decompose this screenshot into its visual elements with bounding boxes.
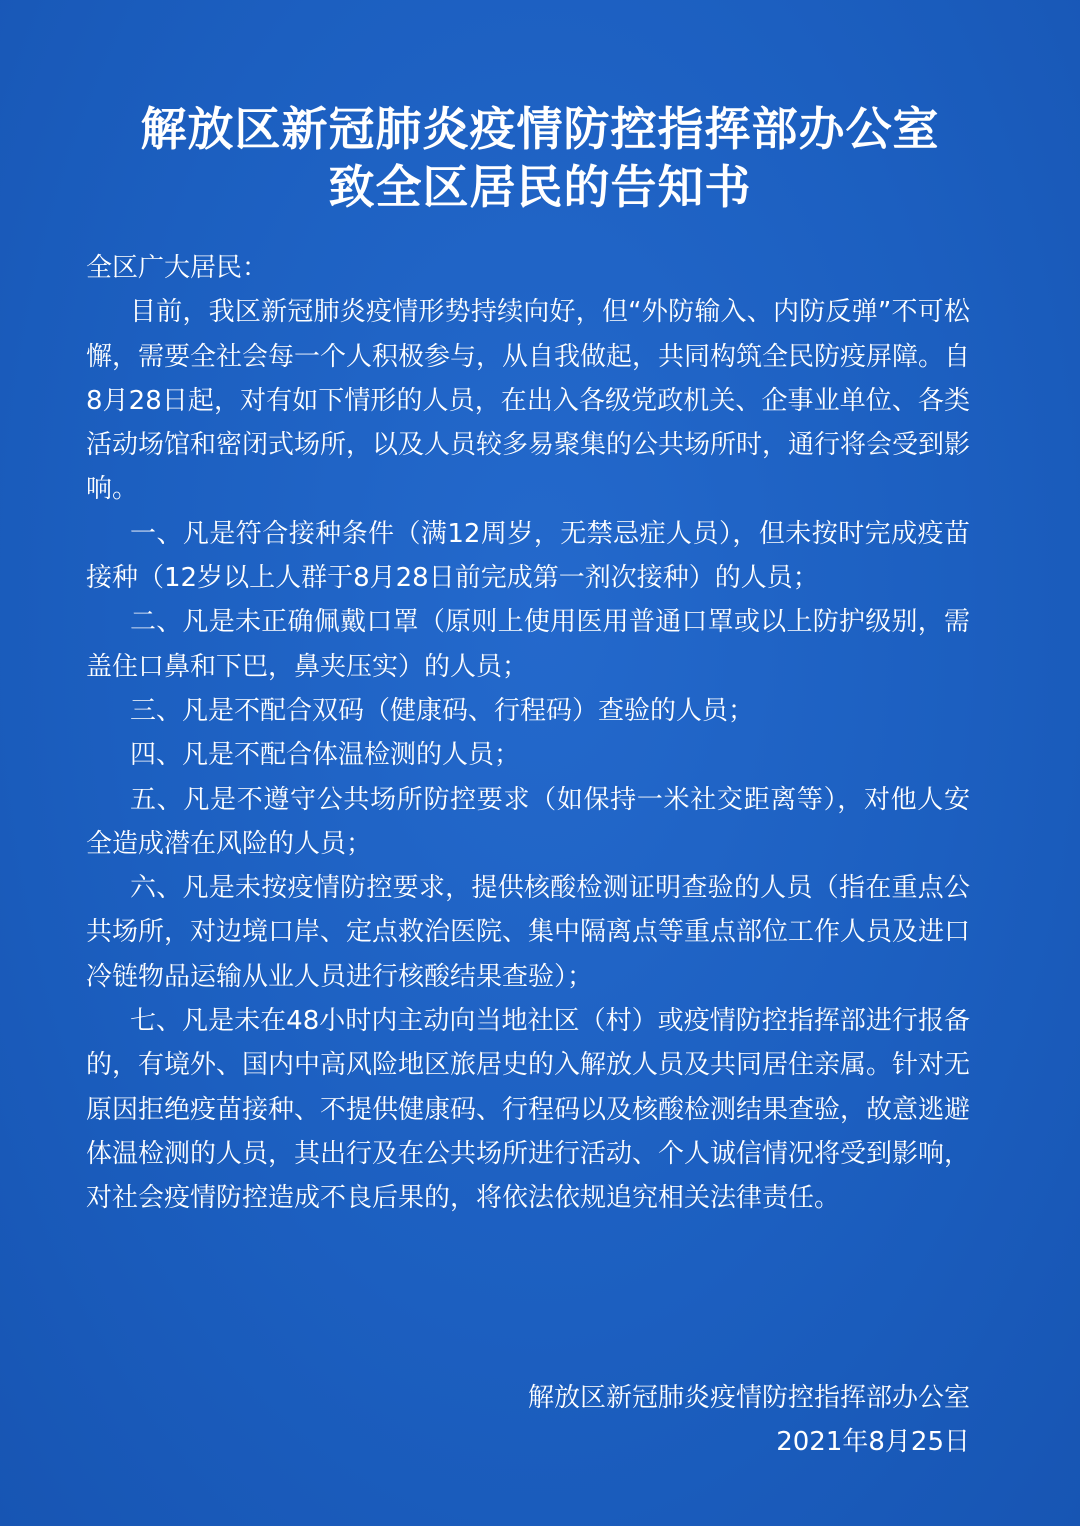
signature-org: 解放区新冠肺炎疫情防控指挥部办公室 — [527, 1383, 970, 1413]
paragraph-item-2: 二、凡是未正确佩戴口罩（原则上使用医用普通口罩或以上防护级别，需盖住口鼻和下巴，鼻夹压实）的人员； — [86, 607, 970, 682]
paragraph-item-1: 一、凡是符合接种条件（满12周岁，无禁忌症人员），但未按时完成疫苗接种（12岁以上人群于8月28日前完成第一剂次接种）的人员； — [86, 518, 970, 594]
signature-block — [528, 1376, 970, 1464]
paragraph-item-6: 六、凡是未按疫情防控要求，提供核酸检测证明查验的人员（指在重点公共场所，对边境口岸、定点救治医院、集中隔离点等重点部位工作人员及进口冷链物品运输从业人员进行核酸结果查验）； — [86, 873, 971, 992]
paragraph-item-5: 五、凡是不遵守公共场所防控要求（如保持一米社交距离等），对他人安全造成潜在风险的人员； — [86, 784, 970, 859]
paragraph-intro: 目前，我区新冠肺炎疫情形势持续向好，但“外防输入、内防反弹”不可松懈，需要全社会每一个人积极参与，从自我做起，共同构筑全民防疫屏障。自8月28日起，对有如下情形的人员，在出入各级党政机关、企事业单位、各类活动场馆和密闭式场所，以及人员较多易聚集的公共场所时，通行将会受到影响。 — [86, 297, 971, 505]
notice-title — [0, 100, 1080, 216]
title-line-1: 解放区新冠肺炎疫情防控指挥部办公室 — [140, 102, 940, 156]
salutation: 全区广大居民： — [86, 253, 269, 283]
notice-body — [86, 246, 970, 1221]
paragraph-item-3: 三、凡是不配合双码（健康码、行程码）查验的人员； — [130, 695, 755, 726]
paragraph-item-7: 七、凡是未在48小时内主动向当地社区（村）或疫情防控指挥部进行报备的，有境外、国内中高风险地区旅居史的入解放人员及共同居住亲属。针对无原因拒绝疫苗接种、不提供健康码、行程码以及核酸检测结果查验，故意逃避体温检测的人员，其出行及在公共场所进行活动、个人诚信情况将受到影响，对社会疫情防控造成不良后果的，将依法依规追究相关法律责任。 — [86, 1006, 971, 1214]
title-line-2: 致全区居民的告知书 — [328, 160, 752, 214]
signature-date: 2021年8月25日 — [776, 1427, 970, 1457]
paragraph-item-4: 四、凡是不配合体温检测的人员； — [130, 740, 521, 771]
